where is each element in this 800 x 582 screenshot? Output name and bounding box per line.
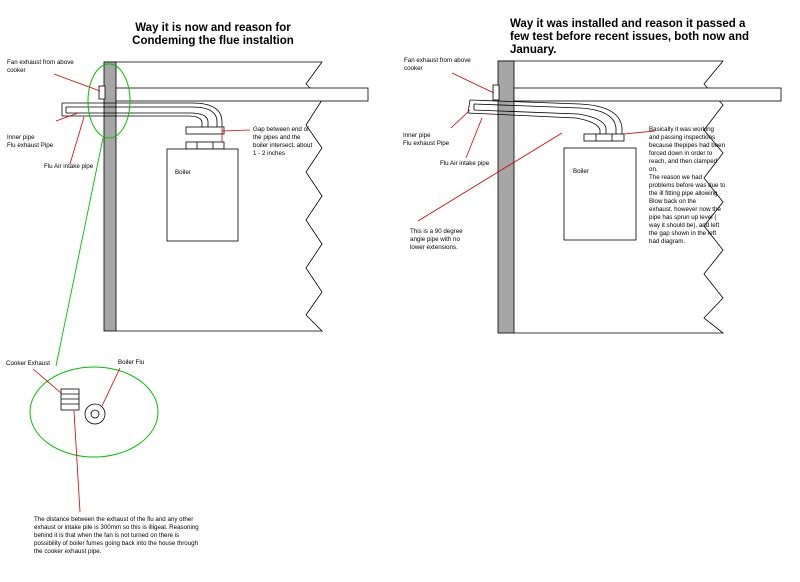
right-inner-pipe-label-2: Flu exhaust Pipe xyxy=(403,140,450,147)
explain-line-1: Basically it was working xyxy=(649,126,714,133)
left-ceiling-beam xyxy=(116,88,368,101)
left-boiler-label: Boiler xyxy=(175,169,191,176)
left-inner-pipe-label-2: Flu exhaust Pipe xyxy=(7,142,54,149)
distance-note-line-2: exhaust or intake pile is 300mm so this is illigeal. Reasoning xyxy=(34,524,199,531)
boiler-flu-outer xyxy=(85,404,105,424)
explain-line-9: the ill fitting pipe allowing xyxy=(649,190,718,197)
left-boiler xyxy=(167,149,238,241)
right-title-line-2: few test before recent issues, both now and xyxy=(510,31,749,43)
left-diagram xyxy=(6,22,368,555)
angle-note-line-3: lower extensions. xyxy=(410,244,458,251)
explain-line-11: exhaust. however now the xyxy=(649,206,721,213)
explain-line-13: way it should be), and left xyxy=(649,222,720,229)
left-title-line-2: Condeming the flue instaltion xyxy=(132,35,294,47)
left-pointer-lines xyxy=(33,74,250,512)
cooker-exhaust-vent xyxy=(61,389,79,410)
left-gap-label-2: the pipes and the xyxy=(253,134,301,141)
explain-line-6: on. xyxy=(649,166,658,173)
explain-note xyxy=(648,126,726,245)
left-inner-pipe-label-1: Inner pipe xyxy=(7,134,35,141)
right-boiler-label: Boiler xyxy=(573,168,589,175)
explain-line-7: The reason we had xyxy=(649,174,702,181)
right-flue-pipes xyxy=(468,100,624,141)
explain-line-12: pipe has sprun up level ( xyxy=(649,214,717,221)
right-fan-exhaust-label-2: cooker xyxy=(404,65,423,72)
boiler-flu-inner xyxy=(91,410,99,418)
explain-line-10: Blow back on the xyxy=(649,198,697,205)
left-gap-label-3: boiler intersect, about xyxy=(253,142,313,149)
distance-note-line-1: The distance between the exhaust of the flu and any other xyxy=(34,516,194,523)
left-green-connector xyxy=(56,138,103,366)
left-fan-exhaust-stub xyxy=(99,86,105,99)
right-fan-exhaust-label-1: Fan exhaust from above xyxy=(404,57,471,64)
left-wall xyxy=(104,62,116,331)
right-fan-exhaust-stub xyxy=(493,85,499,100)
right-boiler xyxy=(564,148,636,240)
left-flue-pipes xyxy=(62,103,224,149)
explain-line-15: had diagram. xyxy=(649,238,686,245)
right-title-line-1: Way it was installed and reason it passed a xyxy=(510,18,746,30)
distance-note-line-5: the cooker exhaust pipe. xyxy=(34,548,102,555)
left-gap-label-1: Gap between end of xyxy=(253,126,309,133)
left-title-line-1: Way it is now and reason for xyxy=(135,22,291,34)
left-fan-exhaust-label-1: Fan exhaust from above xyxy=(7,59,74,66)
right-air-intake-label: Flu Air intake pipe xyxy=(440,160,490,167)
left-fan-exhaust-label-2: cooker xyxy=(7,67,26,74)
explain-line-2: and passing inspections xyxy=(649,134,716,141)
distance-note-line-3: behind it is that when the fan is not turned on there is xyxy=(34,532,180,539)
boiler-flu-label: Boiler Flu xyxy=(118,359,145,366)
left-zoom-ellipse xyxy=(30,367,158,457)
right-ceiling-beam xyxy=(514,88,781,101)
left-air-intake-label: Flu Air intake pipe xyxy=(44,163,94,170)
right-inner-pipe-label-1: Inner pipe xyxy=(403,132,431,139)
angle-note-line-2: angle pipe with no xyxy=(410,236,460,243)
explain-line-14: the gap shown in the left xyxy=(649,230,717,237)
explain-line-4: forced down in order to xyxy=(649,150,713,157)
angle-note-line-1: This is a 90 degree xyxy=(410,228,463,235)
distance-note-line-4: possibility of boiler fumes going back into the house through xyxy=(34,540,199,547)
explain-line-3: because thepipes had been xyxy=(649,142,726,149)
left-gap-label-4: 1 - 2 inches xyxy=(253,150,285,157)
explain-line-8: problems before was due to xyxy=(649,182,726,189)
explain-line-5: reach, and then clamped xyxy=(649,158,718,165)
cooker-exhaust-label: Cooker Exhaust xyxy=(6,360,51,367)
right-diagram xyxy=(403,18,781,333)
right-title-line-3: January. xyxy=(510,44,557,56)
